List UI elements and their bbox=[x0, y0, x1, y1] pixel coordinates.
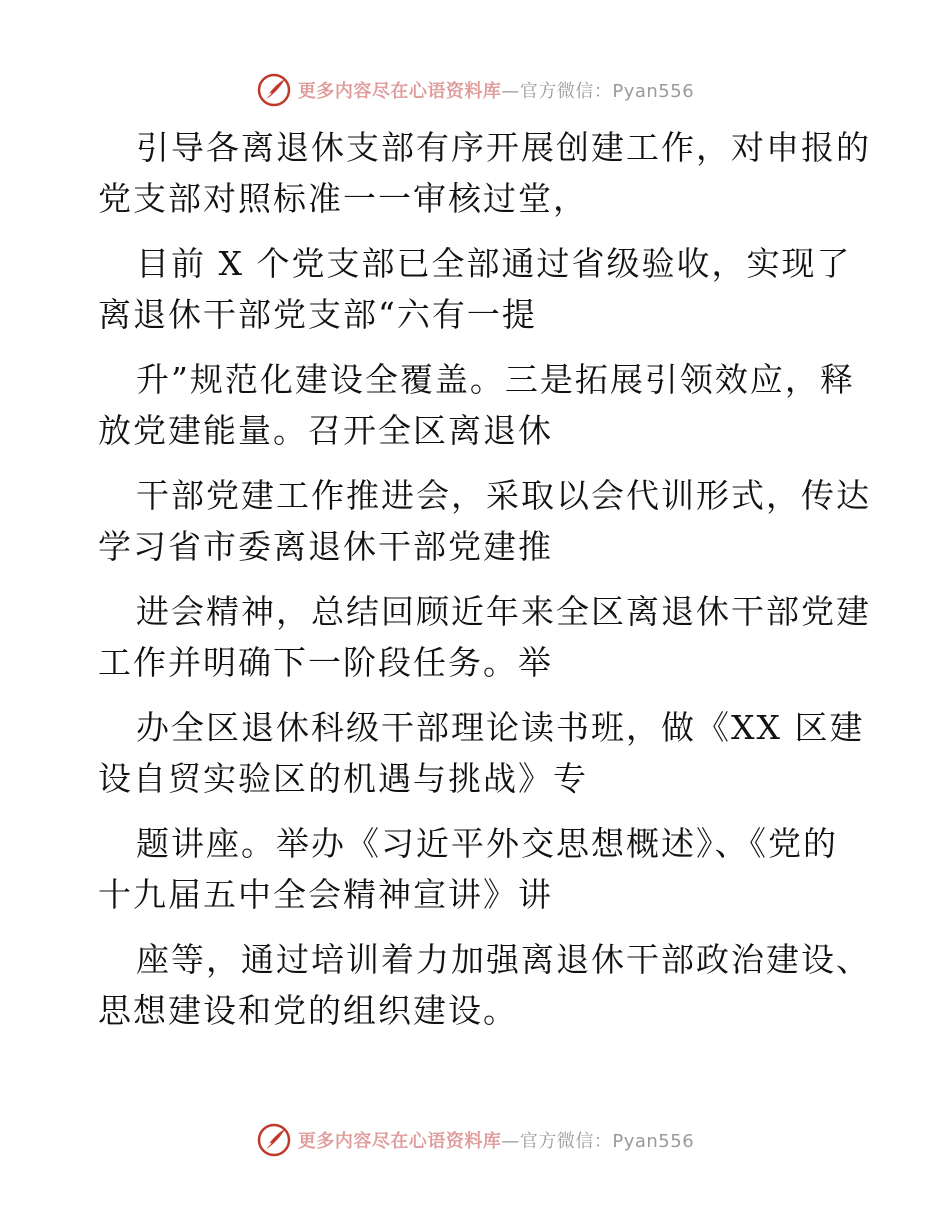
body-line: 办全区退休科级干部理论读书班，做《XX 区建 bbox=[136, 708, 865, 747]
watermark-text bbox=[298, 77, 694, 103]
body-line: 引导各离退休支部有序开展创建工作，对申报的 bbox=[136, 128, 871, 167]
body-line: 设自贸实验区的机遇与挑战》专 bbox=[98, 759, 588, 798]
body-line: 放党建能量。召开全区离退休 bbox=[98, 411, 553, 450]
body-line: 党支部对照标准一一审核过堂， bbox=[98, 179, 588, 218]
watermark-text bbox=[298, 1127, 694, 1153]
footer-watermark bbox=[0, 1120, 950, 1160]
body-line: 工作并明确下一阶段任务。举 bbox=[98, 643, 553, 682]
body-line: 十九届五中全会精神宣讲》讲 bbox=[98, 875, 553, 914]
body-line: 升”规范化建设全覆盖。三是拓展引领效应，释 bbox=[136, 360, 855, 399]
watermark-wechat-text: 官方微信：Pyan556 bbox=[519, 81, 695, 102]
document-body bbox=[98, 122, 871, 1036]
watermark-site-text: 更多内容尽在心语资料库 bbox=[297, 81, 502, 102]
watermark-wechat-text: 官方微信：Pyan556 bbox=[519, 1131, 695, 1152]
quill-logo-icon bbox=[256, 72, 292, 108]
watermark-separator: — bbox=[501, 1131, 520, 1152]
watermark-site-text: 更多内容尽在心语资料库 bbox=[297, 1131, 502, 1152]
body-line: 题讲座。举办《习近平外交思想概述》、《党的 bbox=[136, 824, 838, 863]
quill-logo-icon bbox=[256, 1122, 292, 1158]
body-line: 离退休干部党支部“六有一提 bbox=[98, 295, 537, 334]
watermark-separator: — bbox=[501, 81, 520, 102]
body-line: 目前 X 个党支部已全部通过省级验收，实现了 bbox=[136, 244, 852, 283]
body-line: 座等，通过培训着力加强离退休干部政治建设、 bbox=[136, 940, 871, 979]
body-line: 学习省市委离退休干部党建推 bbox=[98, 527, 553, 566]
body-line: 干部党建工作推进会，采取以会代训形式，传达 bbox=[136, 476, 871, 515]
body-line: 进会精神，总结回顾近年来全区离退休干部党建 bbox=[136, 592, 871, 631]
body-line: 思想建设和党的组织建设。 bbox=[98, 991, 518, 1030]
header-watermark bbox=[0, 70, 950, 110]
